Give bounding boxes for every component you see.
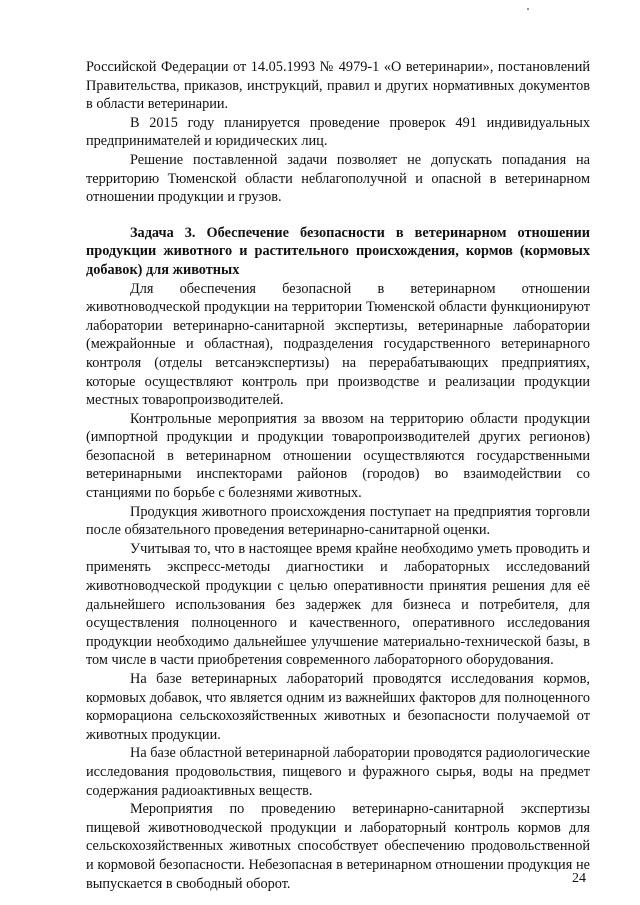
paragraph: Контрольные мероприятия за ввозом на территорию области продукции (импортной продукции и продукции товаропроизводителей других регионов) безопасной в ветеринарном отношении осуществляются государственными ветеринарными инспекторами районов (городов) во взаимодействии со станциями по борьбе с болезнями животных. [86, 410, 590, 502]
document-body [86, 58, 590, 893]
paragraph: Продукция животного происхождения поступает на предприятия торговли после обязательного проведения ветеринарно-санитарной оценки. [86, 503, 590, 539]
paragraph: На базе ветеринарных лабораторий проводятся исследования кормов, кормовых добавок, что является одним из важнейших факторов для полноценного корморациона сельскохозяйственных животных и безопасности получаемой от животных продукции. [86, 671, 590, 743]
paragraph: Решение поставленной задачи позволяет не допускать попадания на территорию Тюменской области неблагополучной и опасной в ветеринарном отношении продукции и грузов. [86, 151, 590, 206]
paragraph: Российской Федерации от 14.05.1993 № 4979-1 «О ветеринарии», постановлений Правительства, приказов, инструкций, правил и других нормативных документов в области ветеринарии. [86, 59, 590, 113]
paragraph: На базе областной ветеринарной лаборатории проводятся радиологические исследования продовольствия, пищевого и фуражного сырья, воды на предмет содержания радиоактивных веществ. [86, 745, 590, 799]
section-heading: Задача 3. Обеспечение безопасности в ветеринарном отношении продукции животного и растительного происхождения, кормов (кормовых добавок) для животных [86, 224, 590, 278]
paragraph: Для обеспечения безопасной в ветеринарном отношении животноводческой продукции на территории Тюменской области функционируют лаборатории ветеринарно-санитарной экспертизы, ветеринарные лаборатории (межрайонные и областная), подразделения государственного ветеринарного контроля (отделы ветсанэкспертизы) на перерабатывающих предприятиях, которые осуществляют контроль при производстве и реализации продукции местных товаропроизводителей. [86, 280, 590, 409]
scan-speck [527, 8, 529, 10]
paragraph: Учитывая то, что в настоящее время крайне необходимо уметь проводить и применять экспресс-методы диагностики и лабораторных исследований животноводческой продукции с целью оперативности принятия решения для её дальнейшего использования без задержек для бизнеса и потребителя, для осуществления полноценного и качественного, оперативного исследования продукции необходимо дальнейшее улучшение материально-технической базы, в том числе в части приобретения современного лабораторного оборудования. [86, 540, 590, 669]
paragraph: Мероприятия по проведению ветеринарно-санитарной экспертизы пищевой животноводческой продукции и лабораторный контроль кормов для сельскохозяйственных животных способствует обеспечению продовольственной и кормовой безопасности. Небезопасная в ветеринарном отношении продукция не выпускается в свободный оборот. [86, 801, 590, 892]
page-number: 24 [572, 871, 586, 886]
paragraph: В 2015 году планируется проведение проверок 491 индивидуальных предпринимателей и юридических лиц. [86, 114, 590, 150]
